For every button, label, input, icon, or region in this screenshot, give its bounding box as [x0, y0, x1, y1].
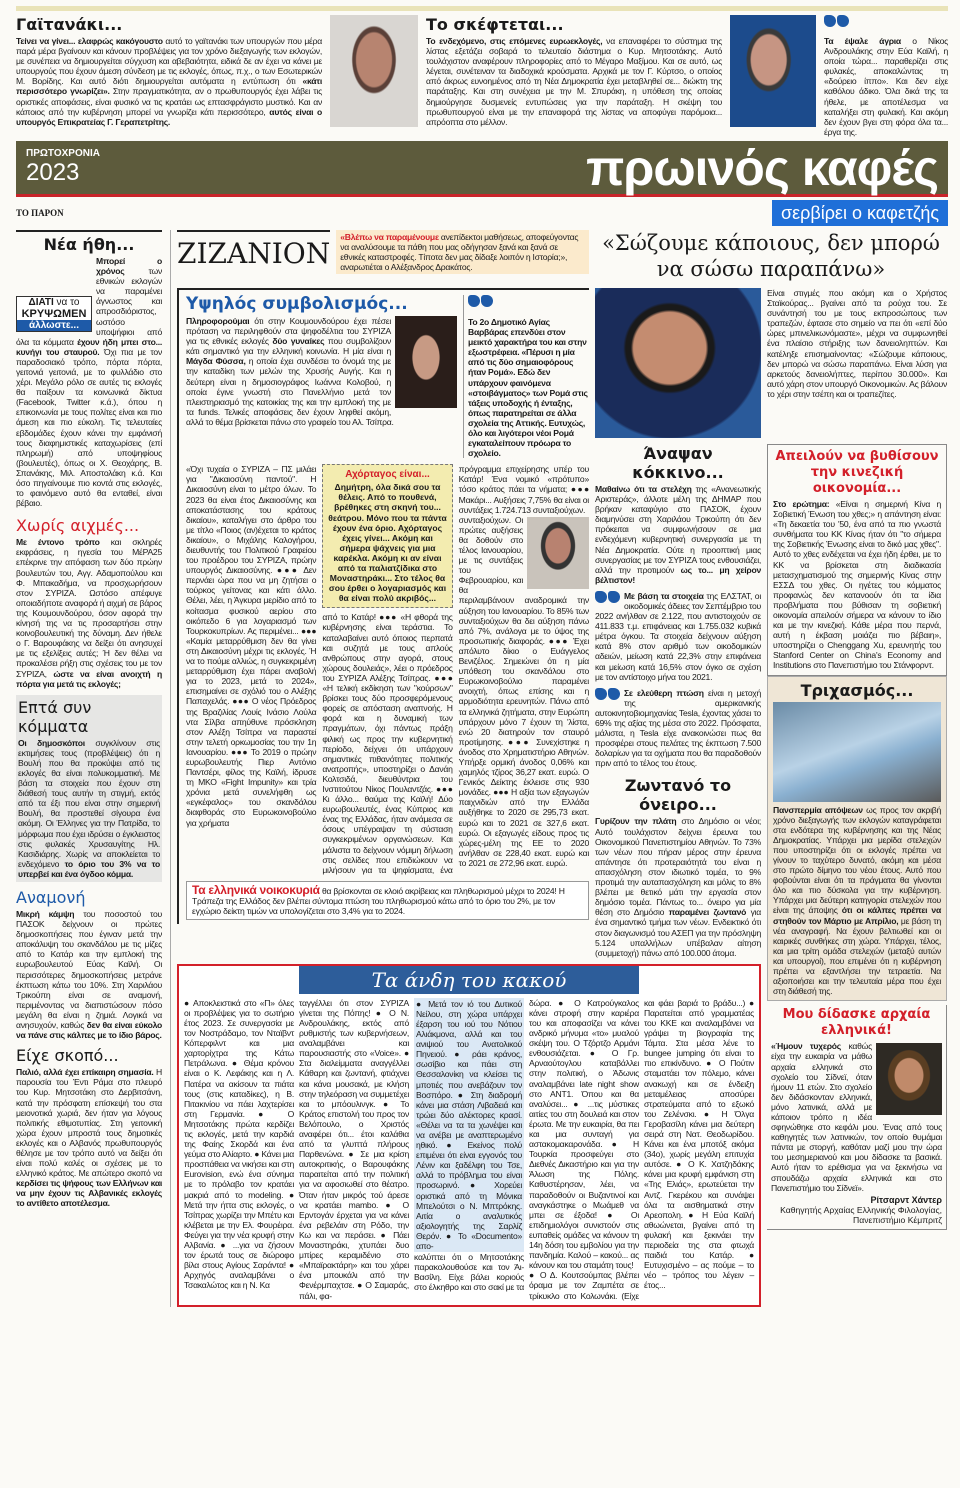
box-text: Τα ελληνικά νοικοκυριά θα βρίσκονται σε κλοιό ακρίβειας και πληθωρισμού μέχρι το 2024! Η Τράπεζα της Ελλάδος δεν βλέπει σύντομα πτώση του πληθωρισμού κάτω από το όριο του 2%, με τον εγχώριο δείκτη τιμών να υπολογίζεται στο 3,4% για το 2024. [192, 882, 565, 916]
article-title: Μου δίδασκε αρχαία ελληνικά! [782, 1007, 931, 1039]
photo-hunter [876, 1043, 942, 1115]
photo-gerapetritis [330, 15, 418, 127]
banner-title: πρωινός καφές [586, 139, 938, 196]
article-body: Οι δημοσκόποι συγκλίνουν στις εκτιμήσεις τους (προβλέψεις) ότι η Βουλή που θα προκύψει από τις εκλογές θα είναι πολυκομματική. Με βάση τα στοιχεία που έχουν στη διάθεσή τους αυτήν τη στιγμή, εκτός από τα έξι που είναι στην σημερινή Βουλή, θα προστεθεί σίγουρα ένα ακόμη. Οι Έλληνες για την Πατρίδα, το μόρφωμα που έχει ιδρύσει ο έγκλειστος στις φυλακές Χρυσαυγίτης Ηλ. Κασιδιάρης. Χωρίς να αποκλείεται το ενδεχόμενο το όριο του 3% να το υπερβεί και ένα όγδοο κόμμα. [18, 737, 160, 879]
article-body: Πανσπερμία απόψεων ως προς τον ακριβή χρόνο διεξαγωγής των εκλογών καταγράφεται στα ενδότερα της κυβέρνησης και της Νέας Δημοκρατίας. Υπάρχει μια μερίδα στελεχών που υποστηρίζει ότι οι εκλογές πρέπει να γίνουν το ταχύτερο δυνατό, ακόμη και μέσα στο πρώτο δίμηνο του νέου έτους. Αυτό που φοβούνται είναι ότι τα πράγματα θα γίνονται όλο και πιο δύσκολα για την κυβέρνηση. Υπάρχει μια δεύτερη κατηγορία στελεχών που είναι της άποψης ότι οι κάλπες πρέπει να στηθούν τον Μάρτιο με Απρίλιο, με βάση τη νέα αναγραφή. Να έχουν βελτιωθεί και οι καιρικές συνθήκες στη χώρα. Υπάρχει, τέλος, και μια τρίτη ομάδα στελεχών (μεταξύ αυτών και υπουργοί), που επιμένει ότι η κυβέρνηση πρέπει να εξαντλήσει την τετραετία. Να αξιοποιήσει και την τελευταία μέρα που έχει στη διάθεσή της. [773, 804, 941, 997]
article-title: Αναμονή [16, 888, 86, 907]
top-strip [16, 6, 948, 137]
photo-venizelos [527, 517, 589, 589]
zizanion-logo: ΖΙΖΑΝΙΟΝ [177, 230, 330, 276]
box-trixasmos [767, 676, 947, 1002]
author-role: Καθηγητής Αρχαίας Ελληνικής Φιλολογίας, Πανεπιστήμιο Κέμπριτζ [780, 1204, 942, 1225]
gossip-column-3: συνταξιούχων. Οι πρώτες αυξήσεις θα δοθούν στο τέλος Ιανουαρίου, με τις συντάξεις του Φεβρουαρίου, και θα περιλαμβάνουν αναδρομικά την αύξηση του Ιανουαρίου. Το 85% των συνταξιούχων θα δει αύξηση πάνω από 7%, ανάλογα με το ύψος της προσωπικής διαφοράς. ●●● Έχει απόλυτο δίκιο ο Ευάγγελος Βενιζέλος. Σημειώνει ότι η μία υπόθεση του σκανδάλου στο Ευρωκοινοβούλιο παραμένει ανοιχτή, όπως επίσης και η αρμοδιότητα ερευνητών. Πάνω από τα ελληνικά ζητήματα, στην Ευρώπη υπάρχουν μόνο 7 έχουν τη 'λίστα, ενώ 20 διατηρούν τον σταυρό προτίμησης. ●●● Συνεχίστηκε η άνοδος στο Χρηματιστήριο Αθηνών. Υπήρξε ορμική άνοδος 0,06% και χαμηλός τζίρος 36,27 εκατ. ευρώ. Ο Γενικός Δείκτης έκλεισε στις 930 μονάδες. ●●● Η αξία των εξαγωγών παιχνιδιών από την Ελλάδα αυξήθηκε το 2020 σε 295,73 εκατ. ευρώ και το 2021 σε 327,6 εκατ. ευρώ. Οι εξαγωγές είδους προς τις χώρες-μέλη της ΕΕ το 2020 ανήλθαν σε 228,40 εκατ. ευρώ και το 2021 σε 272,96 εκατ. ευρώ. [458, 514, 589, 868]
article-gaitanaki [16, 15, 322, 127]
zizanion-quote [336, 230, 589, 274]
section-banner [16, 141, 948, 197]
stat-elstat: Με βάση τα στοιχεία της ΕΛΣΤΑΤ, οι οικοδομικές άδειες τον Σεπτέμβριο του 2022 ανήλθαν σε 2.122, που αντιστοιχούν σε 411.833 τ.μ. επιφάνειας και 1.755.032 κυβικά μέτρα όγκου. Τα στοιχεία δείχνουν αύξηση κατά 8% στον αριθμό των οικοδομικών αδειών, μείωση κατά 22,3% στην επιφάνεια και μείωση κατά 16,5% στον όγκο σε σχέση με τον αντίστοιχο μήνα του 2021. [595, 590, 761, 682]
article-symbolismos [186, 295, 457, 427]
article-title: Είχε σκοπό... [16, 1046, 119, 1066]
gossip-column-2: από το Κατάρ! ●●● «Η φθορά της κυβέρνησης είναι τεράστια. Το καταλαβαίνει αυτό όποιος περπατά και συζητά με τους απλούς ανθρώπους στην αγορά, στους χώρους δουλειάς», λέει ο πρόεδρος του ΣΥΡΙΖΑ Αλέξης Τσίπρας. ●●● «Η τελική εκδίκηση των "κούρσων" βρίσκει τους δύο προσφερόμενους φορείς σε απόσταση αναπνοής. Η φορά και η δυναμική των πραγμάτων, όχι πάντως πράξη φιλική ως προς την κυβερνητική περίοδο, δείχνει ότι υπάρχουν σημαντικές πιθανότητες πολιτικής ανατροπής», υποστηρίζει ο Δανάη Κολτσιδά, διευθύντρια του Ινστιτούτου Νίκος Πουλαντζάς. ●●● Κι άλλο... θαύμα της Καϊλή! Δύο ευρωβουλευτές, ένας Κύπριος και ένας της Ελλάδας, ήταν ανάμεσα σε όσους υπέγραψαν τη σύσταση συγκεκριμένων οργανώσεων. Και μάλιστα το δείχνουν νόμιμη δήλωση στις σελίδες που επιδιώκουν να μιλήσουν για τα ψηφίσματα, ένα πρόγραμμα επιχείρησης υπέρ του Κατάρ! Ένα νομικό «πρότυπο» τόσο κράτος πάει τα νήματα; ●●● Μακάρι... Αυξήσεις 7,75% θα είναι οι συντάξεις 1.724.713 συνταξιούχων. [322, 464, 589, 875]
article-body: «Ήμουν τυχερός καθώς είχα την ευκαιρία να μάθω αρχαία ελληνικά στο σχολείο του Σίδνεϊ, όταν ήμουν 11 ετών. Στο σχολείο δεν διδάσκονταν ελληνικά, μόνο λατινικά, αλλά με κάποιον τρόπο η ιδέα σφηνώθηκε στο κεφάλι μου. Ένας από τους καθηγητές των λατινικών, τον οποίο θυμάμαι πάντα με στοργή, καθόταν μαζί μου την ώρα του μεσημεριανού και μου δίδασκε τα βασικά. Αυτό ήταν το ερέθισμα για να ξεκινήσω να σπουδάζω αρχαία ελληνικά και στο Πανεπιστήμιο του Σίδνεϊ». [771, 1041, 942, 1193]
badge-line: άλλωστε... [17, 320, 91, 331]
article-epta [16, 695, 162, 882]
andi-column-5: ● Ο Δ. Κουτσούμπας βλέπει όραμα με τον Ζαμπέτα σε τρίκυκλο στο Κολωνάκι. (Είχε και φάει βαριά το βράδυ...) ● Παρατείται από γραμματέας του ΚΚΕ και αναλαμβάνει να γράψει τη βιογραφία της Τάμτα. Στα μέσα λένε το bungee jumping ότι είναι το πιο επικίνδυνο. ● Ο Πούτιν σταματάει τον πόλεμο, κάνει ανακωχή και σε ένδειξη μεταμέλειας αποσύρει στρατεύματα από το εξωκό του Ζελένσκι. ● Η Όλγα Γεροβασίλη κάνει μια δεύτερη σειρά στη Νατ. Θεοδωρίδου. Κάνει και ένα μποτόξ ακόμα (34ο), χωρίς μεγάλη επιτυχία αυτόσε. ● Ο Κ. Χατζηδάκης κάνει μια κρυφή εμφάνιση στη «Της Ελιάς», ερωτεύεται την Αντζ. Γκερέκου και συνάψει όλα τα αισθηματικά στην Αρεοπολη. ● Η Εύα Καϊλή αθωώνεται, βγαίνει από τη φυλακή και ξεκινάει την περιοδεία της στα φτωχά παιδιά του Κατάρ. ● Ευτυχισμένο – ας πούμε – το νέο – τρόπος του λέγειν – έτος... [529, 997, 754, 1301]
andi-column-3: ● Μετά τον ιό του Δυτικού Νείλου, στη χώρα υπάρχει έξαρση του ιού του Νότιου Αλιάκμονα, αλλά και του ανιψιού του Ανατολικού Πηνειού. ● ράει κράνος, σωσίβιο και πάει στη Θεσσαλονίκη να κλείσει τις μποτιές που ανεβάζουν τον Βοσπόρο. ● Στη διαδρομή κάνει μια στάση Λιβαδειά και τρώει δύο αλέκτορες κρασί. «Θέλει να τα τα χωνέψει και να ανέβει με αναπτερωμένο ηθικό. ● Εκείνος πολύ επιμένει ότι είναι εγγονός του Λένιν και ξαδέλφη του Τσε, αλλά το πρόβλημα του είναι προσωρινό. ● Χορεύει οριστικά από τη Μόνικα Μπελούτσι ο Ν. Μπτρόκης. Αιτία ο αναλυτικός αξιολογητής της Σαρλίζ Θερόν. ● Το «Documento» απο- [416, 998, 522, 1252]
column-mid-right [595, 444, 761, 958]
stat-tesla: Σε ελεύθερη πτώση είναι η μετοχή της αμερικανικής αυτοκινητοβιομηχανίας Tesla, έχοντας χάσει το 69% της αξίας της μέσα στο 2022. Πρόσφατα, μάλιστα, η Tesla είχε ανακοινώσει πως θα προσφέρει στους πελάτες της έκπτωση 7.500 δολαρίων για τα οχήματα που θα παραδοθούν πριν από το τέλος του έτους. [595, 687, 761, 769]
article-body: Στο ερώτημα: «Είναι η σημερινή Κίνα η Σοβιετική Ένωση του χθες;» η απάντηση είναι: «Τη δεκαετία του '50, ένα από τα πιο γνωστά συνθήματα του ΚΚ Κίνας ήταν ότι "το σήμερα της Σοβιετικής Ένωσης είναι το δικό μας χθες". Αυτό το χθες ενδέχεται να έχει ήδη έρθει, με το ΚΚ να βρίσκεται στη διαδικασία μετασχηματισμού της σημερινής Κίνας στην ΕΣΣΔ του χθες. Οι ηγέτες του κόμματος προφανώς δεν κατανοούν ότι τα ίδια προβλήματα που βύθισαν τη σοβιετική οικονομία απειλούν σήμερα να κάνουν το ίδιο και με την κινεζική. Κάθε μέρα που περνά, αυτή η έκβαση μοιάζει πιο βέβαιη», υποστηρίζει ο Chenggang Xu, ερευνητής του Stanford Center on China's Economy and Institutions στο Πανεπιστήμιο του Στάνφορντ. [773, 498, 941, 671]
article-title: Τριχασμός... [800, 680, 914, 700]
box-title: Αχόρταγος είναι... [345, 469, 430, 481]
box-china [767, 444, 947, 676]
quote-text: Το 2ο Δημοτικό Αγίας Βαρβάρας επενδύει στον μεικτό χαρακτήρα του και στην εξωστρέφεια. «Πέρυσι η μία από τις δύο σημαιοφόρους ήταν Ρομά». Εδώ δεν υπάρχουν φαινόμενα «στοιβάγματος» των Ρομά στις τάξεις υποδοχής ή ένταξης, όπως παρατηρείται σε άλλα σχολεία της Αττικής. Ευτυχώς, όλο και λιγότεροι νέοι Ρομά εγκαταλείπουν πρόωρα το σχολείο. [468, 316, 588, 459]
badge-line: ΔΙΑΤΙ να το [28, 296, 80, 308]
article-title: Ζωντανό το όνειρο... [624, 776, 732, 815]
article-body: Τείνει να γίνει... ελαφρώς κακόγουστο αυτό το γαϊτανάκι των υπουργών που μέρα παρά μέρα βγαίνουν και κάνουν προβλέψεις για τον χρόνο διεξαγωγής των εκλογών, με συνέπεια να δημιουργείται σύγχυση και αβεβαιότητα, ειδικά δε αν έχει να κάνει με υπουργούς που έχουν άμεση σύνδεση με τις εκλογές, όπως, π.χ., ο των Εσωτερικών Μ. Βορίδης. Και αυτό διότι δημιουργείται αυτόματα η εντύπωση ότι «κάτι περισσότερο γνωρίζει». Στην πραγματικότητα, αν ο πρωθυπουργός έχει λάβει τις οριστικές αποφάσεις, είναι φυσικό να τις κρατάει ως επτασφράγιστο μυστικό. Και αν κάποιος από την κυβέρνηση μπορεί να γνωρίζει κάτι περισσότερο, αυτός είναι ο υπουργός Επικρατείας Γ. Γεραπετρίτης. [16, 36, 323, 127]
andi-column-2: ταγγέλλει ότι στον ΣΥΡΙΖΑ γίνεται της Πόπης! ● Ο Ν. Ανδρουλάκης, εκτός από ρυθμιστής των κυβερνήσεων, αναλαμβάνει και παρουσιαστής στο «Voice». ● Στα διαλείμματα αναγγέλλει Κάθαρη και ζωντανή, φτιάχνει και κάνα μουσακά, με κλήση στην τηλεόραση να συμμετέχει και το μπόουλινγκ. ● Το Κράτος επιστολή του προς τον Βελόπουλο, ο Χριστός αναφέρει ότι... έτοι καλάθια από τα γλυπτά πλήρους Παρθενώνα. ● Σε μια κρίση αυτοκριτικής, ο Βαρουφάκης παραιτείται από την πολιτική για να αφοσιωθεί στο θέατρο. Όταν ήταν μικρός τού άρεσε να κρατάει mambo. ● Ο Ερντογάν έρχεται για να κάνει ένα ρεβελάιν στη Ρόδο, την Κω και να περάσει. ● Πάει Μοναστηράκι, χτυπάει δυο μπίρες κεραμιδένιο στο «Μπαϊρακτάρη» και του χάρει ένα μπουκάλι από την Φενέρμπαχτσε. ● Ο Σαμαράς, πάλι, φα- [299, 997, 409, 1301]
article-title: Απειλούν να βυθίσουν την κινεζική οικονομία... [775, 448, 939, 496]
quote-icon [824, 15, 850, 29]
gossip-column-1: «Όχι τυχαία ο ΣΥΡΙΖΑ – ΠΣ μιλάει για "Δικαιοσύνη παντού". Η Δικαιοσύνη είναι το μέτρο όλων. Το 2023 θα είναι έτος Δικαιοσύνης και αποκατάστασης του κράτους δικαίου», καταλήγει στο άρθρο του με τίτλο «Ποιος (αν)έχεται το κράτος δικαίου», ο Μιχάλης Καλογήρου, διευθυντής του Πολιτικού Γραφείου του προέδρου του ΣΥΡΙΖΑ, πρώην υπουργός Δικαιοσύνης. ●●● Δεν περνάει ώρα που να μη ζητήσει ο τούρκος γείτονας και κάτι άλλο. Θέλει, λέει, η Άγκυρα μερίδιο από το κοίτασμα φυσικού αερίου στο οικόπεδο 6 για λογαριασμό των Τουρκοκυπρίων. Ας περιμένει... ●●● «Καμία μεταρρύθμιση δεν θα γίνει στη Δικαιοσύνη μέχρι τις εκλογές. Ή να το πούμε αλλιώς, η συγκεκριμένη μεταρρύθμιση έχει πάρει αναβολή για το 2023, μετά το 2024», επισημαίνει σε σχόλιό του ο Αλέξης Παπαχελάς. ●●● Ο νέος Πρόεδρος της Βραζιλίας Λουίς Ινάσιο Λούλα ντα Σίλβα απηύθυνε πρόσκληση στον Αλέξη Τσίπρα να παραστεί στην τελετή ορκωμοσίας του την 1η Ιανουαρίου. ●●● Το 2019 ο πρώην ευρωβουλευτής Πιερ Αντόνιο Παντσέρι, φίλος της Καϊλή, ίδρυσε τη ΜΚΟ «Fight Impunity» και τρία χρόνια μετά συνελήφθη ως «εγκέφαλος» του σκανδάλου διαφθοράς στο Ευρωκοινοβούλιο για χρήματα [186, 464, 317, 828]
quote-icon [595, 688, 621, 702]
box-andi [177, 964, 761, 1307]
quote-school [463, 295, 589, 458]
left-column [16, 230, 162, 1209]
article-staikouras: Είναι στιγμές που ακόμη και ο Χρήστος Σταϊκούρας... βγαίνει από τα ρούχα του. Σε συνάντησή του με τους εκπροσώπους των τραπεζών, έφτασε στο σημείο να πει ότι «επί δύο ώρες μπινελικωνόμαστε», μέχρι να συμφωνηθεί ένα πλαίσιο στήριξης των δανειοληπτών. Και κατέληξε επισημαίνοντας: «Σώζουμε κάποιους, δεν μπορώ να σώσω παραπάνω. Είναι λύση για αρκετούς δανειολήπτες, περίπου 30.000». Και αυτό χάρη στον υπουργό Οικονομικών. Ας βάλουν το χέρι στην τσέπη και οι τραπεζίτες. [767, 287, 947, 399]
article-title: Άναψαν κόκκινο... [632, 443, 724, 482]
quote-icon [468, 295, 494, 309]
banner-subtitle: σερβίρει ο καφετζής [772, 200, 948, 226]
article-body: Πληροφορούμαι ότι στην Κουμουνδούρου έχει πέσει πρόταση να περιληφθούν στα ψηφοδέλτια του ΣΥΡΙΖΑ για τις εθνικές εκλογές δύο γυναίκες που συμβολίζουν κάτι σημαντικό για την ελληνική κοινωνία. Η μία είναι η Μάγδα Φύσσα, η οποία έχει συνδέσει το όνομά της με την καταδίκη των μελών της Χρυσής Αυγής. Και η δεύτερη είναι η δημοσιογράφος Ιωάννα Κολοβού, η οποία έγινε γνωστή στο Πανελλήνιο μετά τον πλειστηριασμό της κατοικίας της και την εμπλοκή της με τα funds. Τελικές αποφάσεις δεν έχουν ληφθεί ακόμη, αλλά το θέμα βρίσκεται πάνω στο γραφείο του Αλ. Τσίπρα. [186, 315, 394, 427]
article-title: Γαϊτανάκι... [16, 15, 123, 34]
photo-ballot [773, 702, 941, 802]
symbolismos-row [186, 295, 589, 458]
quote-icon [595, 591, 621, 605]
box-noikokyria [186, 881, 589, 920]
banner-kicker: ΠΡΩΤΟΧΡΟΝΙΑ [26, 147, 100, 159]
photo-mitsotakis [730, 15, 816, 127]
gossip-columns [186, 464, 589, 875]
headline-staikouras: «Σώζουμε κάποιους, δεν μπορώ να σώσω παραπάνω» [602, 230, 940, 281]
zizanion-header [177, 230, 589, 276]
article-title: Υψηλός συμβολισμός... [186, 293, 408, 314]
article-body: Μπορεί ο χρόνος των εθνικών εκλογών να παραμένει άγνωστος και απροσδιόριστος, ωστόσο υποψήφιοι από όλα τα κόμματα έχουν ήδη μπει στο... κυνήγι του σταυρού. Όχι πια με τον παραδοσιακό τρόπο, πόρτα πόρτα, γειτονιά γειτονιά, με το φυλλάδιο στο χέρι. Μεγάλο ρόλο σε αυτές τις εκλογές θα παίξουν τα κοινωνικά δίκτυα (Facebook, Twitter κ.ά.), όπου η επικοινωνία με τους πολίτες είναι και πιο άμεση και πιο εύκολη. Τις τελευταίες εβδομάδες έχουν κάνει την εμφάνισή τους διαφημιστικές καταχωρίσεις (επί πληρωμή) από υποψηφίους (βουλευτές), όπως οι Χ. Θεοχάρης, Β. Σπανάκης, Μιλ. Αποστολάκη κ.ά. Και όσο πηγαίνουμε πιο κοντά στις εκλογές, το φαινόμενο αυτό θα ενταθεί, είναι βέβαιο. [16, 255, 162, 509]
article-title: Νέα ήθη... [43, 234, 135, 254]
article-skeftetai [426, 15, 722, 127]
box-text: Δημήτρη, όλα δικά σου τα θέλεις. Από το πουθενά, βρέθηκες στη σκηνή του... θεάτρου. Μόνο που τα πάντα έχουν ένα όριο. Αχόρταγος έχεις γίνει... Ακόμη και σήμερα ψάχνεις για μια καρέκλα. Ακόμη κι αν είναι από τα παλιατζίδικα στο Μοναστηράκι... Στο τέλος θα σου έρθει ο λογαριασμός και θα είναι πολύ ακριβός... [328, 482, 447, 604]
andi-column-4: καλύπτει ότι ο Μητσοτάκης παρακολουθούσε και τον Άι-Βασίλη. Είχε βάλει κοριούς στο έλκηθρο και στο σακί με τα δώρα. ● Ο Κατρούγκαλος κάνει στροφή στην καριέρα του και αποφασίζει να κάνει ανδρικό μήνυμα «το» μυαλού σκέψη του. Ο Τζόρτζο Αρμάνι ενθουσιάζεται. ● Ο Γρ. Αρναούτογλου καταβάλλει στην πολιτική, ο Άδωνις αναλαμβάνει late night show στο ANT1. Όπου και θα αναλύσει... ● ...τις μύστικες αιτίες του στη δουλειά και στον έρωτα. Με την ευκαιρία, θα πει και μια συνταγή για αστακομακαρονάδα. ● Η Τουρκία προσφεύγει στο Διεθνές Δικαστήριο και για την Άλωση της Πόλης. Καθυστέρησαν, λέει, να παραδοθούν οι Βυζαντινοί και αναγκάστηκε ο Μωάμεθ να μπει σε έξοδα! ● Οι επιδημιολόγοι συνιστούν στις ευπαθείς ομάδες να κάνουν τη 14η δόση του εμβολίου για την πανδημία. Καλού – κακού... ας κάνουν και του σταμάτη τους! [414, 997, 639, 1293]
middle-box [177, 288, 589, 924]
column-right [767, 444, 947, 1230]
photo-staikouras [595, 288, 761, 438]
content-grid [170, 230, 947, 1307]
badge-line: ΚΡΥΨΩΜΕΝ [21, 307, 87, 320]
quote-text: «Βλέπω να παραμένουμε ανεπίδεκτοι μαθήσεως, αποφεύγοντας να αναλύσουμε τα πάθη που μας οδήγησαν ξανά και ξανά σε εθνικές καταστροφές. Τίποτα δεν μας δίδαξε λοιπόν η Ιστορία;», αναρωτιέται ο Αλέξανδρος Δρακάτος. [340, 231, 579, 273]
article-body: Γυρίζουν την πλάτη στο Δημόσιο οι νέοι; Αυτό τουλάχιστον δείχνει έρευνα του Οικονομικού Πανεπιστημίου Αθηνών. Το 73% των νέων που πήραν μέρος στην έρευνα απάντησε ότι προτεραιότητά του είναι η απασχόληση στον ιδιωτικό τομέα, το 9% προτιμά την αυταπασχόληση και μόλις το 8% βλέπει με θετικό μάτι την εργασία στον δημόσιο τομέα. Πάντως το... όνειρο για μία θέση στο Δημόσιο παραμένει ζωντανό για ένα σημαντικό τμήμα των νέων. Ενδεικτικό ότι στον διαγωνισμό του ΑΣΕΠ για την πρόσληψη 5.124 υπαλλήλων υπέβαλαν αίτηση (συμμετοχή) πάνω από 100.000 άτομα. [595, 816, 761, 958]
banner-subrow [16, 200, 948, 226]
article-body: Παλιό, αλλά έχει επίκαιρη σημασία. Η παρουσία του Έντι Ράμα στο πλευρό του Κυρ. Μητσοτάκη στο Δερβιτσάνη, κατά την πρόσφατη επίσκεψή του στα μειονοτικά χωριά, δεν ήταν για λόγους πολιτικής εθιμοτυπίας. Στη γειτονική χώρα έχουν μπροστά τους δημοτικές εκλογές και ο Αλβανός πρωθυπουργός θέλησε με τον τρόπο αυτό να δείξει ότι είναι πολύ καλές οι σχέσεις με το ελληνικό κράτος. Με απώτερο σκοπό να κερδίσει τις ψήφους των Ελλήνων και να μην έχουν τις Αλβανικές εκλογές το αντίθετο αποτέλεσμα. [16, 1067, 162, 1209]
main-area [16, 230, 948, 1307]
article-body: Το ενδεχόμενο, στις επόμενες ευρωεκλογές, να επαναφέρει το σύστημα της λίστας εξετάζει σοβαρά το τελευταίο διάστημα ο Κυρ. Μητσοτάκης. Αυτό τουλάχιστον αναφέρουν πληροφορίες από το Μέγαρο Μαξίμου. Και σε αυτό, ως λέγεται, συνέτειναν τα διαδοχικά κρούσματα. Αρχικά με τον Γ. Κύρτσο, ο οποίος από άκρως ευνοημένος από τη Νέα Δημοκρατία έχει μεταβληθεί σε... διώκτη της παράταξης. Και στη συνέχεια με την Μ. Σπυράκη, η υπόθεση της οποίας δημιούργησε δυσμενείς εντυπώσεις για την παράταξη. Η σκέψη του πρωθυπουργού είναι με την επαναφορά της λίστας να αποφύγει παρόμοια... απρόοπτα στο μέλλον. [426, 36, 722, 127]
article-body: Μικρή κάμψη του ποσοστού του ΠΑΣΟΚ δείχνουν οι πρώτες δημοσκοπήσεις που έγιναν μετά την αποκάλυψη του σκανδάλου με τις μίζες από το Κατάρ και την εμπλοκή της ευρωβουλευτού Εύας Καϊλή. Οι περισσότερες δημοσκοπήσεις μετράνε έκπτωση κάτω του 10%. Στη Χαριλάου Τρικούπη είναι σε αναμονή, περιμένοντας να διαπιστώσουν πόσο μεγάλη θα είναι η ζημιά. Λογικά να ανησυχούν, καθώς δεν θα είναι εύκολο να πάνε στις κάλπες με το ίδιο βάρος. [16, 909, 162, 1041]
article-body: Με έντονο τρόπο και σκληρές εκφράσεις, η ηγεσία του ΜέΡΑ25 επέκρινε την απόφαση των δύο πρώην βουλευτών του, Αγγ. Αδαμοπούλου και Φ. Μπακαδήμα, να προσχωρήσουν στον ΣΥΡΙΖΑ. Ωστόσο απέφυγε οποιαδήποτε αναφορά ή αιχμή σε βάρος της Κουμουνδούρου, όσον αφορά την κίνησή της να τις προσαρτήσει στην κοινοβουλευτική της δύναμη. Δεν ήθελε ο Γ. Βαρουφάκης να δείξει ότι ανησυχεί με τις εξελίξεις αυτές; Ή δεν θέλει να προκαλέσει ρήξη στις σχέσεις του με τον ΣΥΡΙΖΑ, ώστε να είναι ανοιχτή η πόρτα για μετά τις εκλογές; [16, 537, 162, 689]
article-title: Το σκέφτεται... [426, 15, 564, 34]
andi-column-1: ● Αποκλειστικά στο «Π» όλες οι προβλέψεις για το σωτήριο έτος 2023. Σε συνεργασία με τον Νοστράδαμο, τον Νταϊβντ Κόπερφιλντ και μια χαρτορίχτρα της Κάτω Πετράλωνα. ● Θέμα κρόνου είναι ο Κ. Λεφάκης και η Λ. Πατέρα να ακίσουν τα πιάτα τους (στις καταδίκες), η Β. Πιτακινίου να πάει λαχτερίσει στη Γερμανία. ● Ο Μητσοτάκης πρώτα κερδίζει τις εκλογές, μετά την καρδιά της Φαίης Σκορδά και ένα γεύμα στο Αλίαρτο. ● Κάνει μια προσπάθεια να νικήσει και στη Eurovision, ενώ ένα σύνημα με το πρόλαβο τον κρατάει μακριά από το modeling. ● Μετά την ήττα στις εκλογές, ο Τσίπρας χωρίζει την Μπέτυ και κλέβεται με την Ελ. Φουρέιρα. Φεύγει για την νέα κρυφή στην Αλβανία. ● ...για να ζήσουν τον έρωτά τους σε διώροφο βίλα στους Αγίους Σαράντα! ● Αρχηγός αναλαμβάνει ο Τσακαλώτος και η Ν. Κα [184, 997, 294, 1291]
quote-kaili [824, 15, 948, 137]
box-didaske [767, 1005, 947, 1229]
author-name: Ρίτσαρντ Χάντερ [870, 1194, 942, 1205]
banner-year: 2023 [26, 158, 80, 186]
quote-text: Τα έψαλε άγρια ο Νίκος Ανδρουλάκης στην Εύα Καϊλή, η οποία τώρα... παραθερίζει στις φυλακές, αποκαλώντας τη «δούρειο ίππο». Και δεν είχε καθόλου άδικο. Όλα δικά της τα ήθελε, με αποτέλεσμα να καταλήξει στη φυλακή. Και ακόμη δεν έχουν βγει στη φόρα όλα τα... έργα της. [824, 36, 948, 137]
badge-diati [16, 296, 92, 332]
article-title: Επτά συν κόμματα [18, 697, 92, 736]
andi-title: Τα άνδη του κακού [299, 966, 639, 994]
andi-columns [184, 998, 754, 1301]
paper-name: ΤΟ ΠΑΡΟΝ [16, 207, 64, 218]
article-title: Χωρίς αιχμές... [16, 516, 140, 536]
box-axortagos [322, 464, 452, 608]
photo-fyssa [395, 316, 457, 408]
article-body: Μαθαίνω ότι τα στελέχη της «Ανανεωτικής Αριστεράς», άλλοτε μέλη της ΔΗΜΑΡ που βρήκαν καταφύγιο στο ΠΑΣΟΚ, έχουν διαμηνύσει στη Χαριλάου Τρικούπη ότι δεν πρόκειται να συμφωνήσουν σε μια ενδεχόμενη κυβερνητική συνεργασία με τη Νέα Δημοκρατία. Ούτε η προοπτική μιας συνεργασίας με τον ΣΥΡΙΖΑ τους ενθουσιάζει, αλλά την προτιμούν ως το... μη χείρον βέλτιστον! [595, 483, 762, 585]
